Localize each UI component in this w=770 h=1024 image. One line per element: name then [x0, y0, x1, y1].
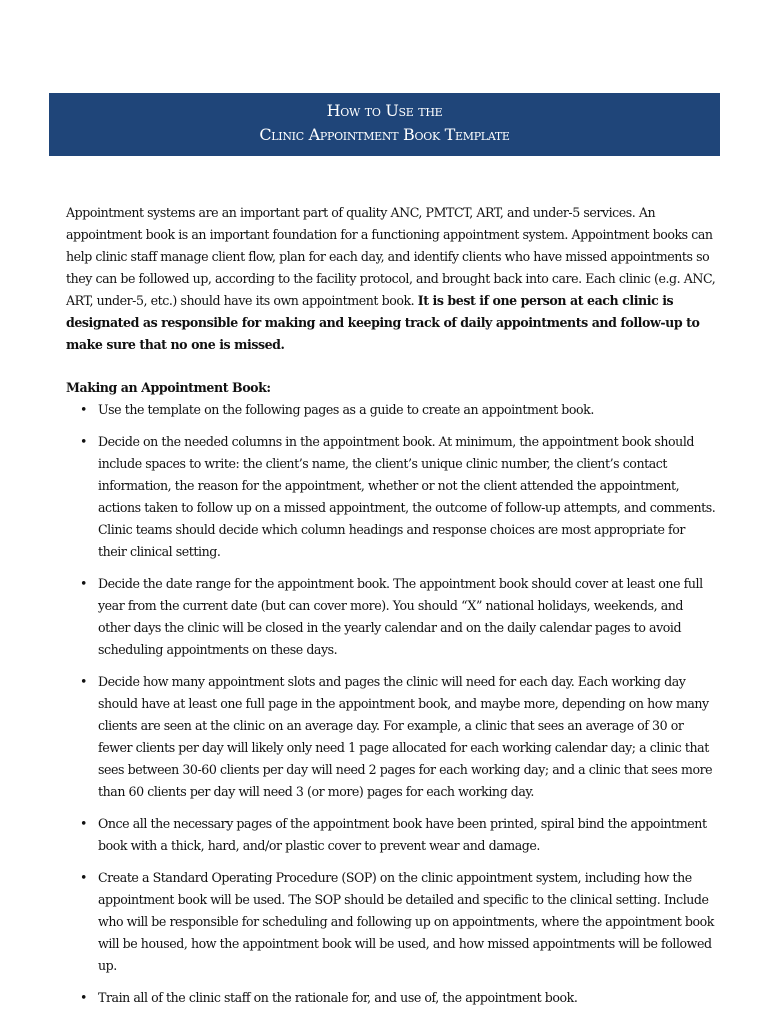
list-item: [66, 867, 716, 977]
intro-text: Appointment systems are an important part of quality ANC, PMTCT, ART, and under-5 services. An appointment book is an important foundation for a functioning appointment system. Appointment books can help clinic staff manage client flow, plan for each day, and identify clients who have missed appointments so they can be followed up, according to the facility protocol, and brought back into care. Each clinic (e.g. ANC, ART, under-5, etc.) should have its own appointment book.: [66, 205, 716, 308]
list-item-text: Decide the date range for the appointment book. The appointment book should cover at least one full year from the current date (but can cover more). You should “X” national holidays, weekends, and other days the clinic will be closed in the yearly calendar and on the daily calendar pages to avoid scheduling appointments on these days.: [98, 576, 703, 657]
instruction-list: [66, 399, 716, 1009]
section-heading: Making an Appointment Book:: [66, 380, 271, 395]
title-line-2: Clinic Appointment Book Template: [259, 125, 510, 144]
title-banner: [49, 93, 720, 156]
bullet-icon: •: [80, 434, 87, 449]
document-body: [66, 202, 716, 1019]
list-item: [66, 399, 716, 421]
bullet-icon: •: [80, 870, 87, 885]
bullet-icon: •: [80, 990, 87, 1005]
list-item: [66, 431, 716, 563]
list-item: [66, 573, 716, 661]
list-item-text: Use the template on the following pages as a guide to create an appointment book.: [98, 402, 594, 417]
list-item-text: Train all of the clinic staff on the rationale for, and use of, the appointment book.: [98, 990, 578, 1005]
list-item-text: Create a Standard Operating Procedure (SOP) on the clinic appointment system, including how the appointment book will be used. The SOP should be detailed and specific to the clinical setting. Include who will be responsible for scheduling and following up on appointments, where the appointment book will be housed, how the appointment book will be used, and how missed appointments will be followed up.: [98, 870, 714, 973]
intro-bold-text: It is best if one person at each clinic is designated as responsible for making and keeping track of daily appointments and follow-up to make sure that no one is missed.: [66, 293, 700, 352]
intro-paragraph: [66, 202, 716, 356]
list-item: [66, 671, 716, 803]
bullet-icon: •: [80, 402, 87, 417]
list-item: [66, 987, 716, 1009]
list-item-text: Decide how many appointment slots and pages the clinic will need for each day. Each working day should have at least one full page in the appointment book, and maybe more, depending on how many clients are seen at the clinic on an average day. For example, a clinic that sees an average of 30 or fewer clients per day will likely only need 1 page allocated for each working calendar day; a clinic that sees between 30-60 clients per day will need 2 pages for each working day; and a clinic that sees more than 60 clients per day will need 3 (or more) pages for each working day.: [98, 674, 713, 799]
bullet-icon: •: [80, 816, 87, 831]
list-item-text: Once all the necessary pages of the appointment book have been printed, spiral bind the appointment book with a thick, hard, and/or plastic cover to prevent wear and damage.: [98, 816, 707, 853]
bullet-icon: •: [80, 576, 87, 591]
list-item-text: Decide on the needed columns in the appointment book. At minimum, the appointment book should include spaces to write: the client’s name, the client’s unique clinic number, the client’s contact information, the reason for the appointment, whether or not the client attended the appointment, actions taken to follow up on a missed appointment, the outcome of follow-up attempts, and comments. Clinic teams should decide which column headings and response choices are most appropriate for their clinical setting.: [98, 434, 716, 559]
title-line-1: How to Use the: [326, 101, 443, 120]
bullet-icon: •: [80, 674, 87, 689]
list-item: [66, 813, 716, 857]
